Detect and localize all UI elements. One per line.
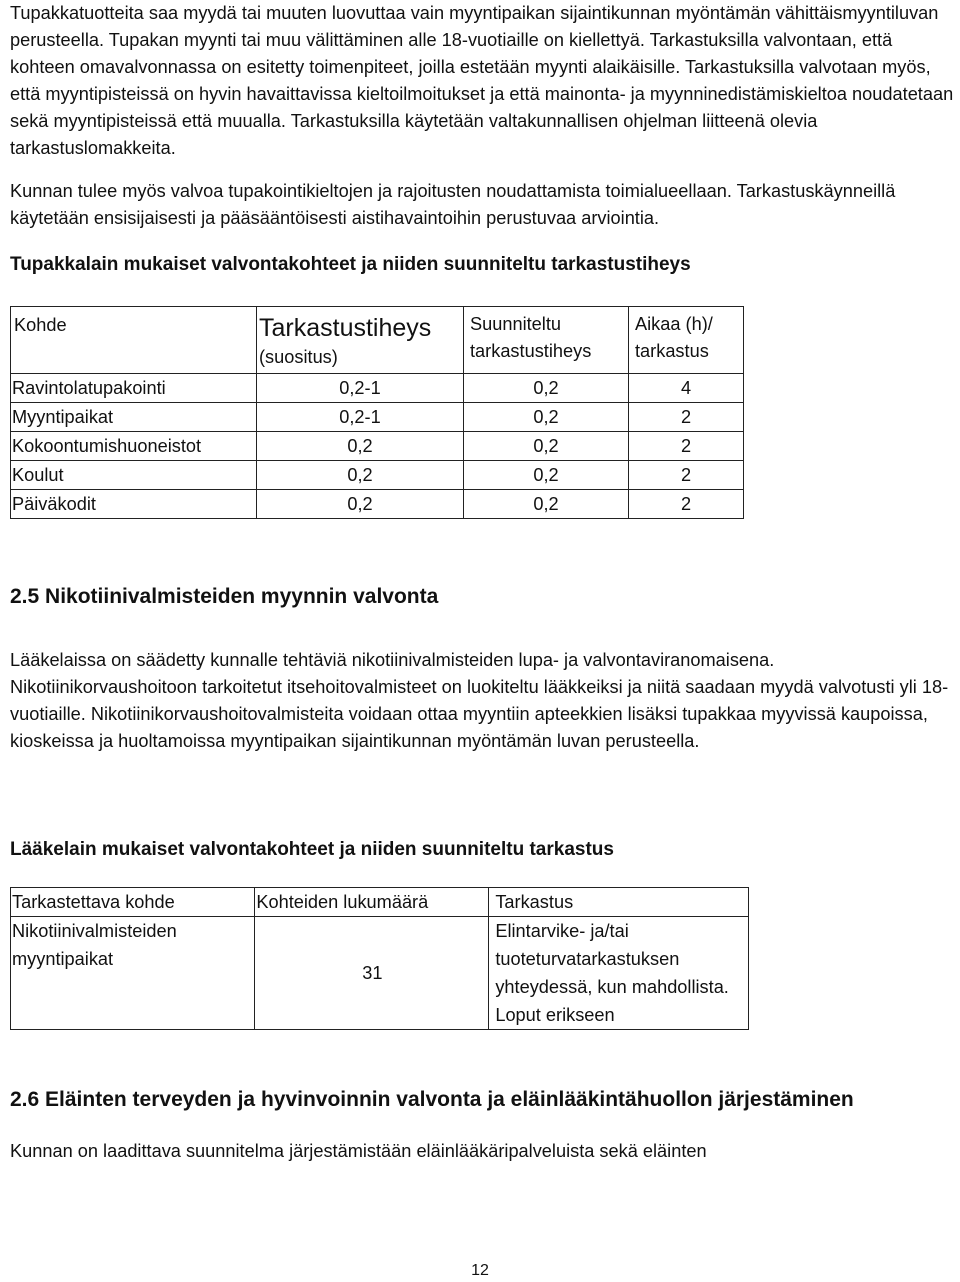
header-kohde: Kohde	[11, 307, 257, 374]
table-row	[11, 917, 749, 1030]
cell-aikaa: 2	[629, 461, 744, 490]
table-row	[11, 374, 744, 403]
page-number: 12	[471, 1262, 489, 1279]
header-tiheys-sub: (suositus)	[259, 347, 338, 367]
section-2-6-title: 2.6 Eläinten terveyden ja hyvinvoinnin valvonta ja eläinlääkintähuollon järjestäminen	[10, 1088, 854, 1111]
cell-tiheys: 0,2	[257, 490, 464, 519]
table-row	[11, 461, 744, 490]
section-2-6-paragraph: Kunnan on laadittava suunnitelma järjestämistään eläinlääkäripalveluista sekä eläinten	[10, 1141, 707, 1161]
table-row	[11, 403, 744, 432]
header-tarkastus: Tarkastus	[489, 888, 749, 917]
document-page	[10, 0, 955, 1165]
intro-paragraph-1: Tupakkatuotteita saa myydä tai muuten luovuttaa vain myyntipaikan sijaintikunnan myöntämän vähittäismyyntiluvan perusteella. Tupakan myynti tai muu välittäminen alle 18-vuotiaille on kiellettyä. Tarkastuksilla valvontaan, että kohteen omavalvonnassa on esitetty toimenpiteet, joilla estetään myynti alaikäisille. Tarkastuksilla valvotaan myös, että myyntipisteissä on hyvin havaittavissa kieltoilmoitukset ja että mainonta- ja myynninedistämiskieltoa noudatetaan sekä myyntipisteissä että muualla. Tarkastuksilla käytetään valtakunnallisen ohjelman liitteenä olevia tarkastuslomakkeita.	[10, 3, 954, 158]
cell-tiheys: 0,2-1	[257, 403, 464, 432]
cell-lukumaara: 31	[255, 917, 489, 1030]
tobacco-inspection-table	[10, 306, 744, 519]
cell-suunniteltu: 0,2	[464, 490, 629, 519]
table-header-row	[11, 307, 744, 374]
table-header-row	[11, 888, 749, 917]
cell-kohde: Kokoontumishuoneistot	[11, 432, 257, 461]
header-kohde: Tarkastettava kohde	[11, 888, 255, 917]
table1-heading: Tupakkalain mukaiset valvontakohteet ja niiden suunniteltu tarkastustiheys	[10, 254, 691, 275]
cell-aikaa: 2	[629, 490, 744, 519]
header-aikaa: Aikaa (h)/ tarkastus	[629, 307, 744, 374]
cell-suunniteltu: 0,2	[464, 374, 629, 403]
cell-kohde: Koulut	[11, 461, 257, 490]
cell-kohde: Päiväkodit	[11, 490, 257, 519]
cell-aikaa: 2	[629, 403, 744, 432]
table-row	[11, 432, 744, 461]
cell-tiheys: 0,2	[257, 432, 464, 461]
section-2-5-title: 2.5 Nikotiinivalmisteiden myynnin valvonta	[10, 585, 439, 608]
cell-aikaa: 2	[629, 432, 744, 461]
intro-paragraph-2: Kunnan tulee myös valvoa tupakointikieltojen ja rajoitusten noudattamista toimialueellaan. Tarkastuskäynneillä käytetään ensisijaisesti ja pääsääntöisesti aistihavaintoihin perustuvaa arviointia.	[10, 181, 896, 228]
header-suunniteltu: Suunniteltu tarkastustiheys	[464, 307, 629, 374]
nicotine-inspection-table	[10, 887, 749, 1030]
cell-suunniteltu: 0,2	[464, 403, 629, 432]
table2-heading: Lääkelain mukaiset valvontakohteet ja niiden suunniteltu tarkastus	[10, 839, 614, 860]
cell-kohde: Nikotiinivalmisteiden myyntipaikat	[11, 917, 255, 1030]
header-tiheys	[257, 307, 464, 374]
header-lukumaara: Kohteiden lukumäärä	[255, 888, 489, 917]
header-tiheys-main: Tarkastustiheys	[259, 314, 432, 342]
cell-kohde: Ravintolatupakointi	[11, 374, 257, 403]
section-2-5-paragraph: Lääkelaissa on säädetty kunnalle tehtäviä nikotiinivalmisteiden lupa- ja valvontaviranomaisena. Nikotiinikorvaushoitoon tarkoitetut itsehoitovalmisteet on luokiteltu lääkkeiksi ja niitä saadaan myydä valvotusti yli 18-vuotiaille. Nikotiinikorvaushoitovalmisteita voidaan ottaa myyntiin apteekkien lisäksi tupakkaa myyvissä kaupoissa, kioskeissa ja huoltamoissa myyntipaikan sijaintikunnan myöntämän luvan perusteella.	[10, 650, 949, 751]
cell-suunniteltu: 0,2	[464, 461, 629, 490]
cell-aikaa: 4	[629, 374, 744, 403]
cell-tarkastus: Elintarvike- ja/tai tuoteturvatarkastuksen yhteydessä, kun mahdollista. Loput erikseen	[489, 917, 749, 1030]
cell-suunniteltu: 0,2	[464, 432, 629, 461]
cell-tiheys: 0,2-1	[257, 374, 464, 403]
table-row	[11, 490, 744, 519]
cell-tiheys: 0,2	[257, 461, 464, 490]
cell-kohde: Myyntipaikat	[11, 403, 257, 432]
